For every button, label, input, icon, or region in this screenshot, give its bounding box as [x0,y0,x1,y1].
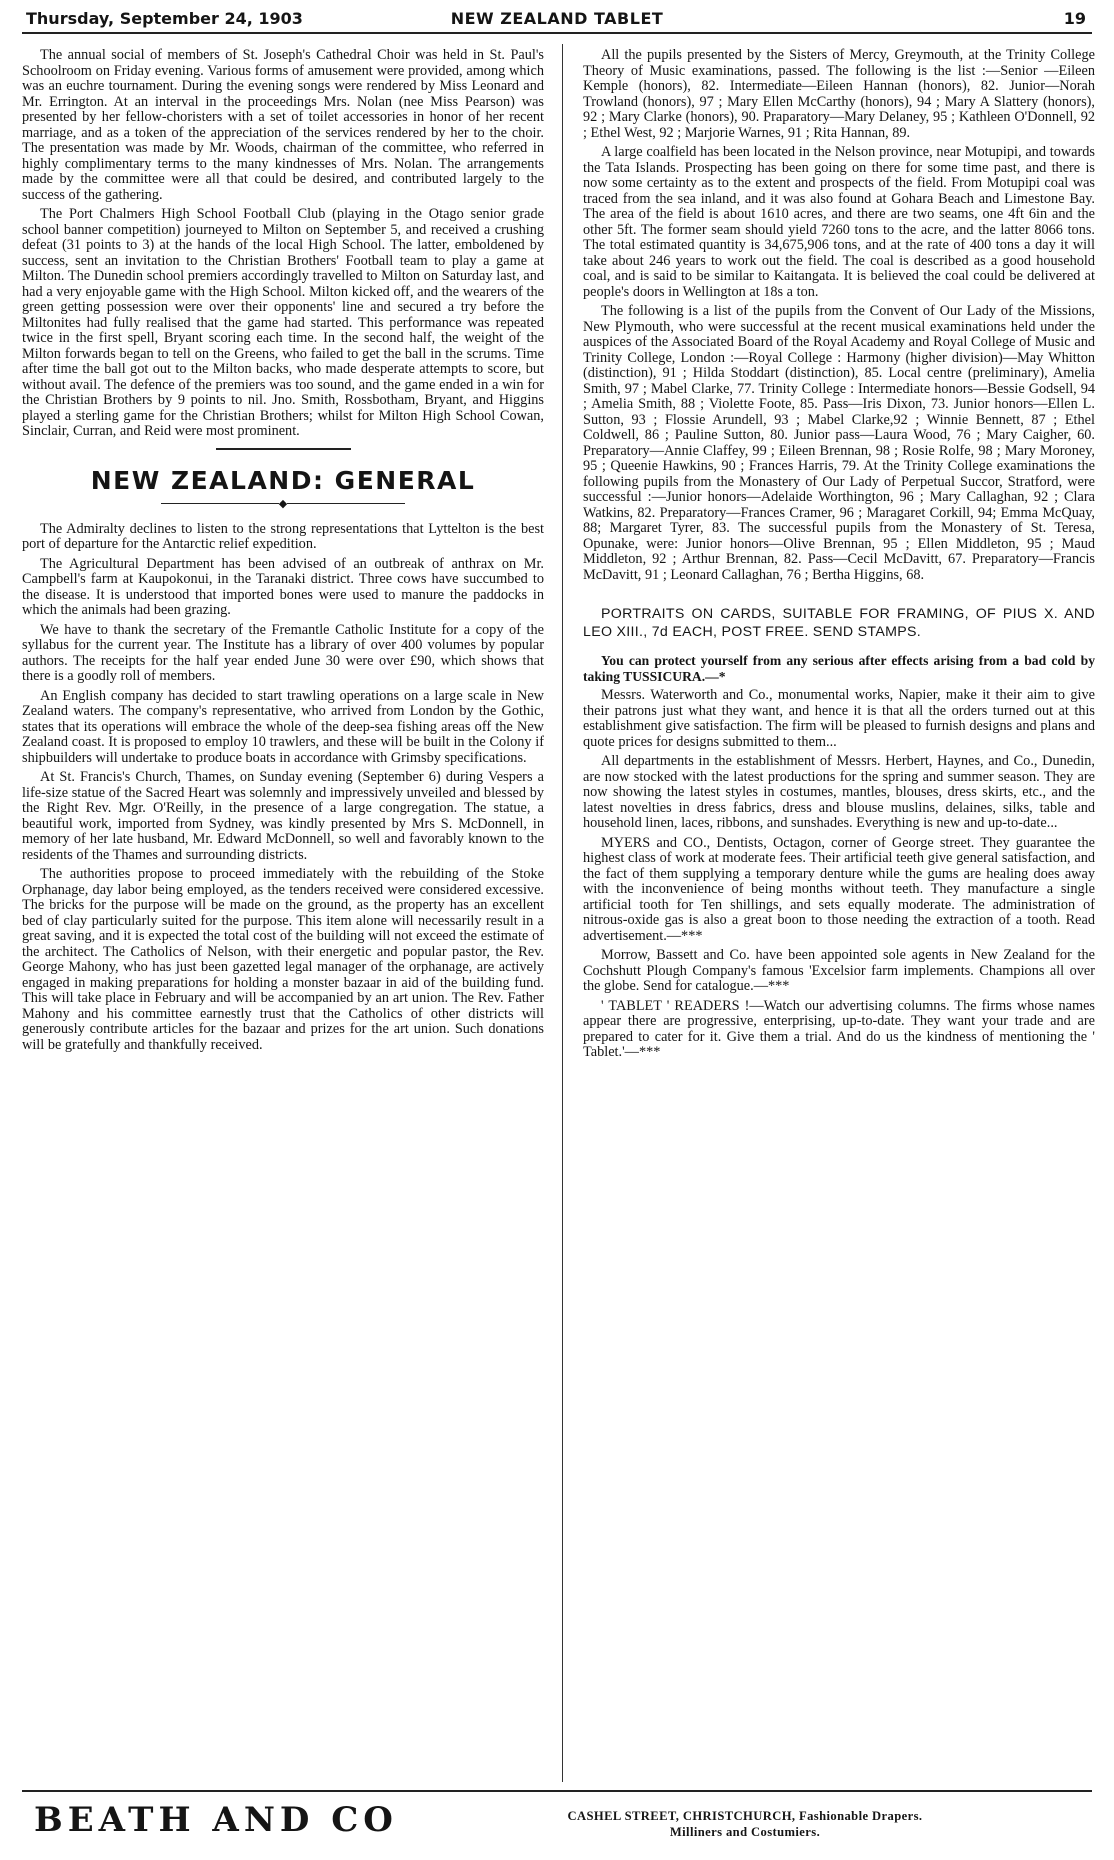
footer-brand: BEATH AND CO [34,1800,398,1840]
article-football: The Port Chalmers High School Football Club (playing in the Otago senior grade school banner competition) journeyed to Milton on September 5, and received a crushing defeat (31 points to 3) at the hands of the local High School. The latter, emboldened by success, sent an invitation to the Christian Brothers' Football team to play a game at Milton. The Dunedin school premiers accordingly travelled to Milton on Saturday last, and had a very enjoyable game with the High School. Milton kicked off, and the wearers of the green getting possession were over their opponents' line and secured a try before the Miltonites had fully realised that the game had started. This performance was repeated twice in the first spell, Bryant scoring each time. In the second half, the weight of the Milton forwards began to tell on the Greens, who failed to get the ball in the scrums. Time after time the ball got out to the Milton backs, who made desperate attempts to score, but without avail. The defence of the premiers was too sound, and the game ended in a win for the Christian Brothers by 9 points to nil. Jno. Smith, Rossbotham, Bryant, and Higgins played a sterling game for the Christian Brothers; whilst for Milton High School Cowan, Sinclair, Curran, and Reid were most prominent. [22,206,544,439]
article-fremantle: We have to thank the secretary of the Fremantle Catholic Institute for a copy of the syllabus for the current year. The Institute has a library of over 400 volumes by popular authors. The receipts for the half year ended June 30 were over £90, which shows that there is a goodly roll of members. [22,621,544,684]
page-header [22,8,1092,34]
ad-tablet-readers: ' TABLET ' READERS !—Watch our advertising columns. The firms whose names appear there are progressive, enterprising, up-to-date. They want your trade and are prepared to cater for it. Give them a trial. And do us the kindness of mentioning the ' Tablet.'—*** [583,997,1095,1060]
column-rule [562,44,563,1782]
article-anthrax: The Agricultural Department has been advised of an outbreak of anthrax on Mr. Campbell's farm at Kaupokonui, in the Taranaki district. Three cows have succumbed to the disease. It is understood that imported bones were used to manure the paddocks in which the animals had been grazing. [22,555,544,618]
footer-address [485,1808,1005,1840]
ad-waterworth: Messrs. Waterworth and Co., monumental works, Napier, make it their aim to give their patrons just what they want, and hence it is that all the orders turned out at this establishment give satisfaction. The firm will be pleased to furnish designs and plans and quote prices for designs submitted to them... [583,687,1095,750]
article-admiralty: The Admiralty declines to listen to the strong representations that Lyttelton is the best port of departure for the Antarctic relief expedition. [22,520,544,552]
footer-line-2: Milliners and Costumiers. [669,1825,821,1839]
article-trawling: An English company has decided to start trawling operations on a large scale in New Zealand waters. The company's representative, who arrived from London by the Gothic, states that its operations will embrace the whole of the deep-sea fishing areas off the New Zealand coast. It is proposed to employ 10 trawlers, and these will be built in the Colony if shipbuilders will undertake to produce boats in accordance with Grimsby specifications. [22,687,544,766]
article-new-plymouth-exams: The following is a list of the pupils from the Convent of Our Lady of the Missions, New Plymouth, who were successful at the recent musical examinations held under the auspices of the Associated Board of the Royal Academy and Royal College of Music and Trinity College, London :—Royal College : Harmony (higher division)—May Whitton (distinction), 91 ; Hilda Stoddart (distinction), 85. Local centre (preliminary), Amelia Smith, 97 ; Mabel Clarke, 77. Trinity College : Intermediate honors—Bessie Godsell, 94 ; Amelia Smith, 88 ; Violette Foote, 85. Pass—Iris Dixon, 73. Junior honors—Ellen L. Sutton, 93 ; Flossie Arundell, 93 ; Mabel Clarke,92 ; Winnie Bennett, 87 ; Ethel Coldwell, 86 ; Pauline Sutton, 80. Junior pass—Laura Wood, 76 ; Mary Caigher, 60. Preparatory—Annie Claffey, 99 ; Eileen Brennan, 98 ; Rosie Rolfe, 98 ; Mary Moroney, 95 ; Queenie Hawkins, 90 ; Frances Harris, 79. At the Trinity College examinations the following pupils from the Monastery of Our Lady of Perpetual Succor, Stratford, were successful :—Junior honors—Adelaide Worthington, 96 ; Mary Callaghan, 92 ; Clara Watkins, 82. Preparatory—Frances Cramer, 96 ; Maragaret Corkill, 94; Emma McQuay, 88; Margaret Tyrer, 83. The successful pupils from the Monastery of St. Teresa, Opunake, were: Junior honors—Olive Brennan, 95 ; Ellen Middleton, 95 ; Maud Middleton, 92 ; Arthur Brennan, 82. Pass—Cecil McDavitt, 67. Preparatory—Francis McDavitt, 91 ; Leonard Callaghan, 76 ; Bertha Higgins, 68. [583,303,1095,583]
left-column [22,48,544,1057]
article-greymouth-exams: All the pupils presented by the Sisters of Mercy, Greymouth, at the Trinity College Theory of Music examinations, passed. The following is the list :—Senior —Eileen Kemple (honors), 82. Intermediate—Eileen Hannan (honors), 82. Junior—Norah Trowland (honors), 97 ; Mary Ellen McCarthy (honors), 94 ; Mary A Slattery (honors), 92 ; Mary Clarke (honors), 90. Praparatory—Mary Delaney, 95 ; Kathleen O'Donnell, 92 ; Ethel West, 92 ; Marjorie Warnes, 91 ; Rita Hannan, 89. [583,47,1095,141]
title-ornament: ◆ [22,498,544,510]
footer-line-1: CASHEL STREET, CHRISTCHURCH, Fashionable Drapers. [567,1809,923,1823]
section-divider [216,448,351,450]
section-title: NEW ZEALAND: GENERAL [90,465,476,495]
article-coalfield: A large coalfield has been located in the Nelson province, near Motupipi, and towards the Tata Islands. Prospecting has been going on there for some time past, and there is now some certainty as to the extent and prospects of the field. From Motupipi coal was traced from the sea inland, and it was also found at Gohara Beach and Limestone Bay. The area of the field is about 1610 acres, and there are two seams, one 4ft 6in and the other 5ft. The former seam should yield 7260 tons to the acre, and the latter 8066 tons. The total estimated quantity is 34,675,906 tons, and at the rate of 400 tons a day it will take about 246 years to work out the field. The coal is described as a good household coal, and is said to be similar to Kaitangata. It is believed the coal could be delivered at people's doors in Wellington at 18s a ton. [583,144,1095,300]
ad-tussicura: You can protect yourself from any serious after effects arising from a bad cold by taking TUSSICURA.—* [583,653,1095,684]
ad-myers-dentists: MYERS and CO., Dentists, Octagon, corner of George street. They guarantee the highest class of work at moderate fees. Their artificial teeth give general satisfaction, and the fact of them supplying a temporary denture while the gums are healing does away with the inconvenience of being months without teeth. They manufacture a single artificial tooth for Ten shillings, and sets equally moderate. The administration of nitrous-oxide gas is also a great boon to those needing the extraction of a tooth. Read advertisement.—*** [583,834,1095,944]
footer-rule [22,1790,1092,1792]
page-number: 19 [1063,9,1086,28]
ad-morrow-bassett: Morrow, Bassett and Co. have been appointed sole agents in New Zealand for the Cochshutt Plough Company's famous 'Excelsior farm implements. Champions all over the globe. Send for catalogue.—*** [583,947,1095,994]
masthead: NEW ZEALAND TABLET [450,9,664,28]
right-column [583,48,1095,1065]
issue-date: Thursday, September 24, 1903 [26,9,303,28]
ad-portraits: PORTRAITS ON CARDS, SUITABLE FOR FRAMING, OF PIUS X. AND LEO XIII., 7d EACH, POST FREE. SEND STAMPS. [583,606,1095,640]
article-choir-social: The annual social of members of St. Joseph's Cathedral Choir was held in St. Paul's Schoolroom on Friday evening. Various forms of amusement were provided, among which was an euchre tournament. During the evening songs were rendered by Miss Leonard and Mr. Errington. At an interval in the proceedings Mrs. Nolan (nee Miss Pearson) was presented by her fellow-choristers with a set of toilet accessories in honor of her recent marriage, and as a token of the appreciation of the services rendered by her to the choir. The presentation was made by Mr. Woods, chairman of the committee, who referred in highly complimentary terms to the many kindnesses of Mrs. Nolan. The arrangements made by the committee were all that could be desired, and contributed largely to the success of the gathering. [22,47,544,203]
ad-herbert-haynes: All departments in the establishment of Messrs. Herbert, Haynes, and Co., Dunedin, are now stocked with the latest productions for the spring and summer season. They are now showing the latest styles in costumes, mantles, blouses, dress skirts, etc., and the latest novelties in dress fabrics, dress and blouse muslins, delaines, silks, table and household linen, laces, ribbons, and sunshades. Everything is new and up-to-date... [583,753,1095,831]
article-stoke-orphanage: The authorities propose to proceed immediately with the rebuilding of the Stoke Orphanage, day labor being employed, as the tenders received were considered excessive. The bricks for the purpose will be made on the ground, as the property has an excellent bed of clay particularly suited for the purpose. This item alone will necessarily result in a great saving, and it is expected the total cost of the building will not exceed the estimate of the architect. The Catholics of Nelson, with their energetic and popular pastor, the Rev. George Mahony, who has just been gazetted legal manager of the orphanage, are actively engaged in making preparations for holding a monster bazaar in aid of the building fund. This will take place in February and will be accompanied by an art union. The Rev. Father Mahony and his committee earnestly trust that the Catholics of other districts will generously contribute articles for the bazaar and prizes for the art union. Such donations will be gratefully and thankfully received. [22,866,544,1053]
article-thames-statue: At St. Francis's Church, Thames, on Sunday evening (September 6) during Vespers a life-size statue of the Sacred Heart was solemnly and impressively unveiled and blessed by the Right Rev. Mgr. O'Reilly, in the presence of a large congregation. The statue, a beautiful work, imported from Sydney, was kindly presented by Mrs S. McDonnell, in memory of her late husband, Mr. Edward McDonnell, so well and favorably known to the residents of the Thames and surrounding districts. [22,769,544,863]
